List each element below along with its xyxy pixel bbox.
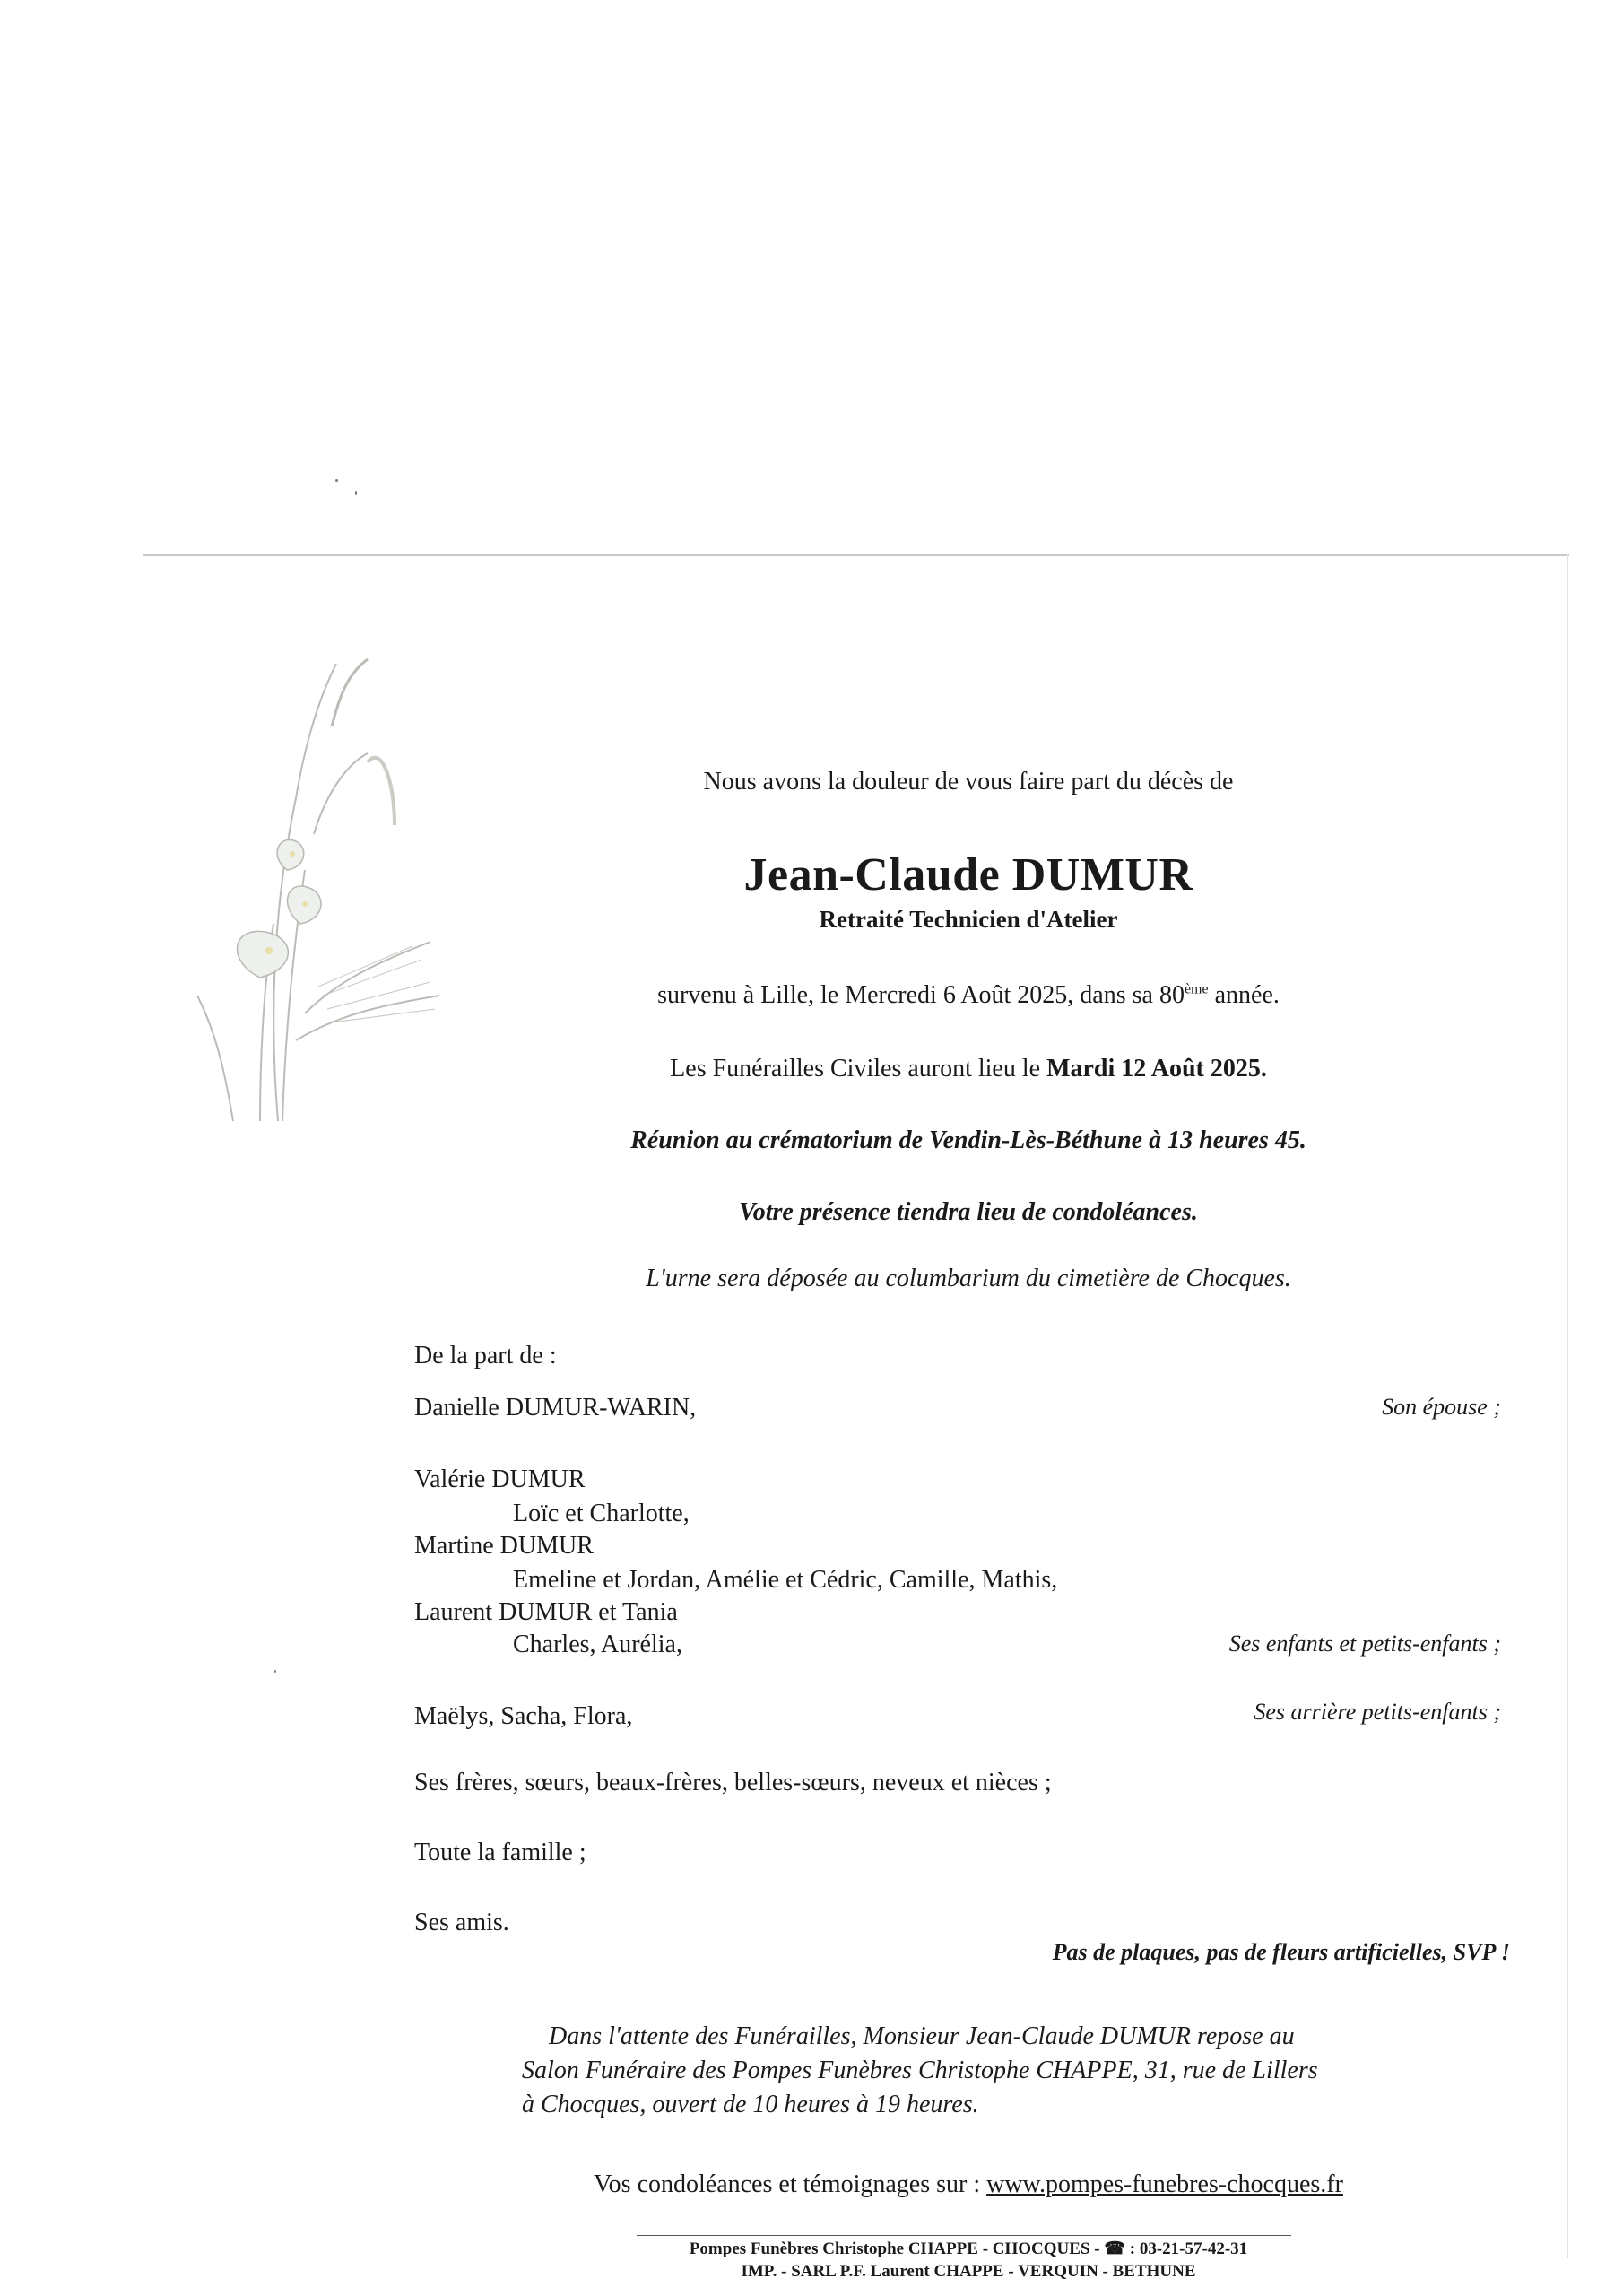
- funeral-statement: [520, 1055, 1417, 1083]
- condolences-line: [520, 2170, 1417, 2199]
- family-line: Toute la famille ;: [414, 1839, 586, 1866]
- condolences-text: Vos condoléances et témoignages sur :: [594, 2170, 987, 2198]
- repose-paragraph: [502, 2020, 1399, 2122]
- grandchildren-names: Loïc et Charlotte,: [513, 1500, 690, 1527]
- grandchildren-names: Emeline et Jordan, Amélie et Cédric, Camille, Mathis,: [513, 1566, 1058, 1594]
- funeral-home-contact: Pompes Funèbres Christophe CHAPPE - CHOCQUES - ☎ : 03-21-57-42-31: [689, 2239, 1248, 2258]
- scan-speck: [335, 479, 338, 482]
- death-statement: [520, 981, 1417, 1010]
- child-name: Laurent DUMUR et Tania: [414, 1598, 678, 1626]
- repose-line: Salon Funéraire des Pompes Funèbres Christophe CHAPPE, 31, rue de Lillers: [522, 2057, 1318, 2084]
- great-grandchildren-names: Maëlys, Sacha, Flora,: [414, 1702, 633, 1730]
- printer-credit: IMP. - SARL P.F. Laurent CHAPPE - VERQUIN - BETHUNE: [741, 2262, 1196, 2281]
- death-ordinal-suffix: ème: [1184, 981, 1209, 997]
- repose-line: Dans l'attente des Funérailles, Monsieur Jean-Claude DUMUR repose au: [549, 2022, 1295, 2050]
- scan-speck: [274, 1670, 276, 1673]
- announcement-intro: Nous avons la douleur de vous faire part du décès de: [703, 768, 1234, 796]
- child-name: Martine DUMUR: [414, 1532, 594, 1560]
- card-right-border: [1567, 554, 1568, 2258]
- siblings-line: Ses frères, sœurs, beaux-frères, belles-sœurs, neveux et nièces ;: [414, 1769, 1052, 1796]
- card-top-border: [143, 554, 1569, 556]
- scan-speck: [355, 491, 357, 495]
- no-flowers-notice: Pas de plaques, pas de fleurs artificielles, SVP !: [1052, 1939, 1510, 1965]
- calla-lily-illustration: [126, 655, 448, 1121]
- presence-note: Votre présence tiendra lieu de condoléances.: [739, 1198, 1198, 1226]
- death-text: survenu à Lille, le Mercredi 6 Août 2025, dans sa 80: [657, 981, 1185, 1009]
- repose-line: à Chocques, ouvert de 10 heures à 19 heures.: [522, 2091, 979, 2118]
- spouse-name: Danielle DUMUR-WARIN,: [414, 1394, 697, 1422]
- crematorium-meeting: Réunion au crématorium de Vendin-Lès-Béthune à 13 heures 45.: [630, 1126, 1306, 1154]
- friends-line: Ses amis.: [414, 1909, 509, 1936]
- urn-note: L'urne sera déposée au columbarium du cimetière de Chocques.: [646, 1265, 1291, 1292]
- funeral-date: Mardi 12 Août 2025.: [1046, 1055, 1267, 1083]
- condolences-link[interactable]: www.pompes-funebres-chocques.fr: [986, 2170, 1343, 2198]
- children-role: Ses enfants et petits-enfants ;: [1228, 1631, 1501, 1657]
- spouse-role: Son épouse ;: [1382, 1394, 1501, 1420]
- deceased-profession: Retraité Technicien d'Atelier: [819, 906, 1118, 933]
- footer-divider: [637, 2235, 1291, 2236]
- child-name: Valérie DUMUR: [414, 1465, 586, 1493]
- deceased-name: Jean-Claude DUMUR: [743, 849, 1193, 900]
- grandchildren-names: Charles, Aurélia,: [513, 1631, 682, 1658]
- death-text-end: année.: [1208, 981, 1280, 1009]
- great-grandchildren-role: Ses arrière petits-enfants ;: [1254, 1699, 1501, 1725]
- funeral-text: Les Funérailles Civiles auront lieu le: [670, 1055, 1047, 1083]
- from-label: De la part de :: [414, 1342, 557, 1370]
